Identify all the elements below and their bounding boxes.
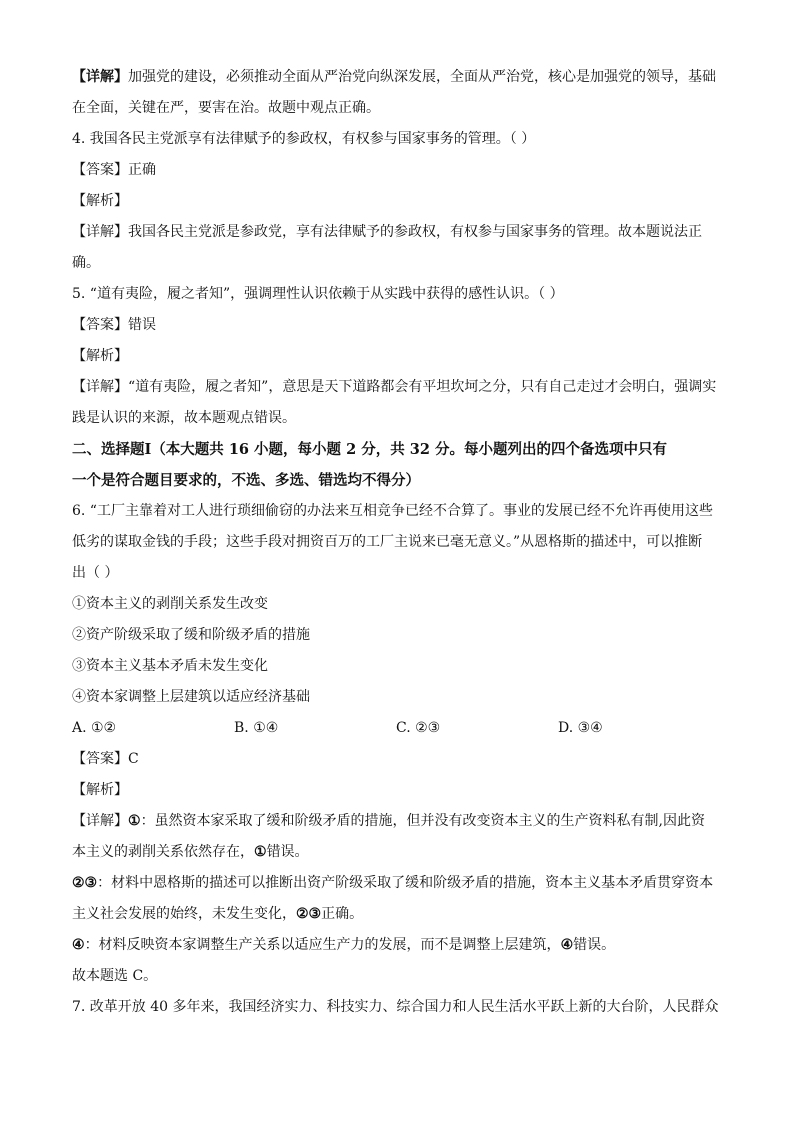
q3-detail-line-1 [72,62,722,93]
q5-detail-line-1 [72,372,722,403]
q4-analysis-label: 【解析】 [72,193,128,209]
q6-detail-marker-3: ②③ [72,875,98,891]
q6-item-3: ③资本主义基本矛盾未发生变化 [72,658,268,674]
q5-answer [72,310,722,341]
q6-option-d: D. ③④ [558,720,603,736]
q6-detail-marker-6: ④ [560,937,574,953]
q4-detail-text-1: 我国各民主党派是参政党，享有法律赋予的参政权，有权参与国家事务的管理。故本题说法正 [128,224,702,240]
q6-answer-label: 【答案】 [72,751,128,767]
q4-stem: 4. 我国各民主党派享有法律赋予的参政权，有权参与国家事务的管理。（ ） [72,131,536,147]
q4-detail-label: 【详解】 [72,224,128,240]
q4-detail-line-1 [72,217,722,248]
q3-detail-text-1: 加强党的建设，必须推动全面从严治党向纵深发展，全面从严治党，核心是加强党的领导，基础 [128,69,716,85]
q4-answer-value: 正确 [128,162,156,178]
section-2-heading-line-1: 二、选择题Ⅰ（本大题共 16 小题，每小题 2 分，共 32 分。每小题列出的四个备选项中只有 [72,441,668,458]
q6-detail-text-2: 本主义的剥削关系依然存在， [72,844,254,860]
q6-detail-line-2 [72,837,722,868]
q6-detail-text-5: ：材料反映资本家调整生产关系以适应生产力的发展，而不是调整上层建筑， [84,937,561,953]
q6-detail-text-2-end: 错误。 [266,844,309,860]
q6-conclusion: 故本题选 C。 [72,968,158,984]
q6-detail-text-4: 主义社会发展的始终，未发生变化， [72,906,296,922]
q6-item-2: ②资产阶级采取了缓和阶级矛盾的措施 [72,627,310,643]
q6-detail-marker-2: ① [254,844,267,860]
q5-analysis-label: 【解析】 [72,348,128,364]
q5-detail-line-2: 践是认识的来源，故本题观点错误。 [72,410,296,426]
q6-stem-line-1: 6. “工厂主靠着对工人进行琐细偷窃的办法来互相竞争已经不合算了。事业的发展已经不允许再使用这些 [72,503,713,519]
q4-detail-line-2: 确。 [72,255,100,271]
q6-detail-marker-4: ②③ [296,906,322,922]
q5-answer-value: 错误 [128,317,156,333]
q6-analysis-label: 【解析】 [72,782,128,798]
q6-detail-line-3 [72,868,722,899]
q6-detail-label: 【详解】 [72,813,128,829]
q6-detail-line-4 [72,899,722,930]
q6-detail-text-3: ：材料中恩格斯的描述可以推断出资产阶级采取了缓和阶级矛盾的措施，资本主义基本矛盾贯穿资本 [97,875,714,891]
q6-detail-line-5 [72,930,722,961]
q5-detail-text-1: “道有夷险，履之者知”，意思是天下道路都会有平坦坎坷之分，只有自己走过才会明白，强调实 [128,379,717,395]
q3-detail-label: 【详解】 [72,69,128,85]
q6-item-4: ④资本家调整上层建筑以适应经济基础 [72,689,310,705]
q6-detail-text-1: ：虽然资本家采取了缓和阶级矛盾的措施，但并没有改变资本主义的生产资料私有制,因此资 [140,813,706,829]
q5-answer-label: 【答案】 [72,317,128,333]
q6-detail-line-1 [72,806,722,837]
q6-stem-line-3: 出（ ） [72,565,119,581]
q7-stem-line-1: 7. 改革开放 40 多年来，我国经济实力、科技实力、综合国力和人民生活水平跃上新的大台阶，人民群众 [72,999,719,1015]
q6-stem-line-2: 低劣的谋取金钱的手段；这些手段对拥资百万的工厂主说来已毫无意义。”从恩格斯的描述中，可以推断 [72,534,703,550]
q6-option-b: B. ①④ [234,720,279,736]
q6-detail-text-4-end: 正确。 [321,906,364,922]
q5-detail-label: 【详解】 [72,379,128,395]
q3-detail-line-2: 在全面，关键在严，要害在治。故题中观点正确。 [72,100,380,116]
q6-answer [72,744,722,775]
q6-answer-value: C [128,751,139,767]
document-content [72,62,722,1023]
q6-detail-marker-5: ④ [72,937,85,953]
q4-answer-label: 【答案】 [72,162,128,178]
q6-item-1: ①资本主义的剥削关系发生改变 [72,596,268,612]
section-2-heading-line-2: 一个是符合题目要求的，不选、多选、错选均不得分） [72,472,420,489]
q5-stem: 5. “道有夷险，履之者知”，强调理性认识依赖于从实践中获得的感性认识。（ ） [72,286,564,302]
q6-detail-text-5-end: 错误。 [573,937,616,953]
q6-options [72,713,722,744]
q6-option-c: C. ②③ [396,720,441,736]
q4-answer [72,155,722,186]
q6-option-a: A. ①② [72,720,117,736]
q6-detail-marker-1: ① [128,813,141,829]
